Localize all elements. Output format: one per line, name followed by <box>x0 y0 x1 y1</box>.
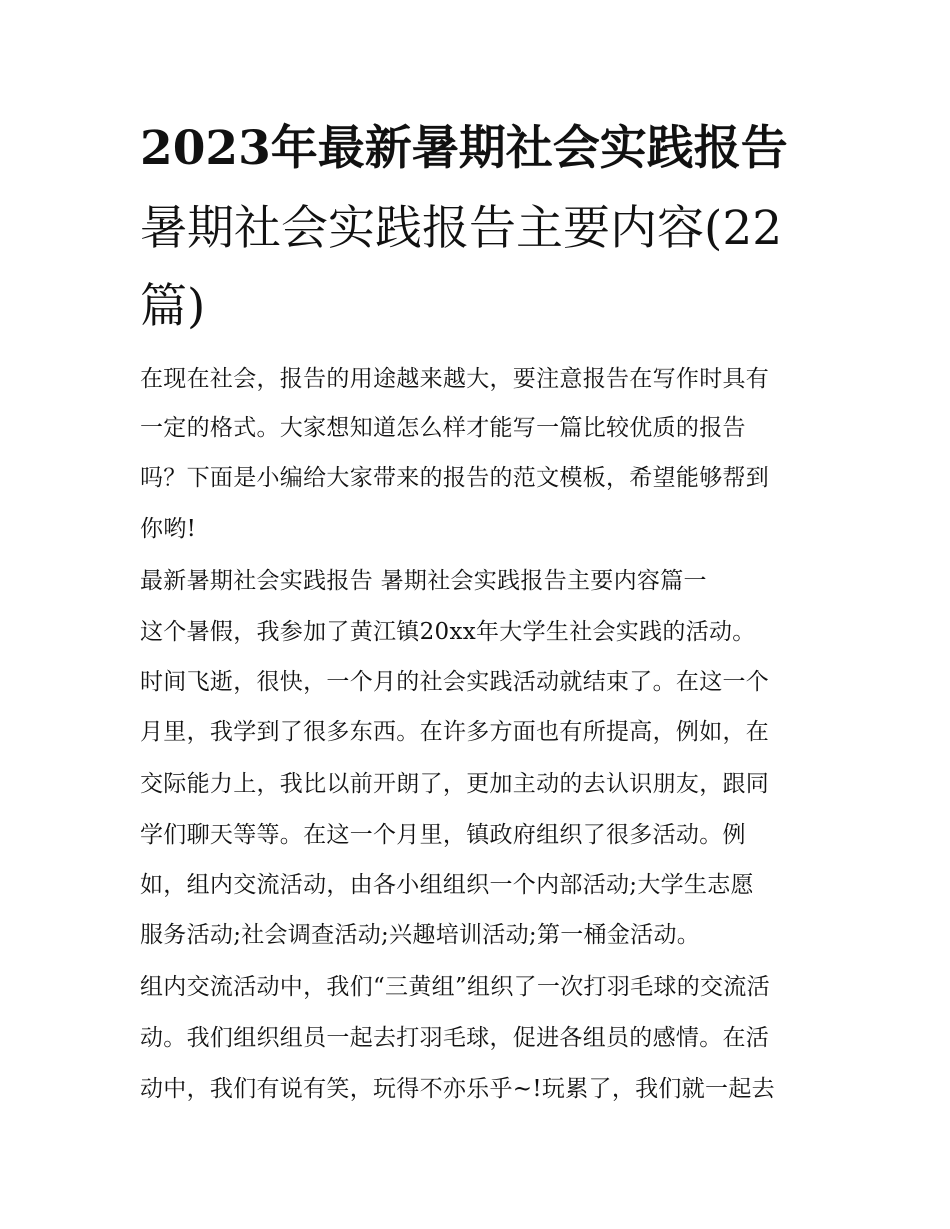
body-line: 你哟! <box>140 516 197 542</box>
body-line: 如，组内交流活动，由各小组组织一个内部活动;大学生志愿 <box>140 872 754 898</box>
title-line-3: 篇) <box>140 279 206 334</box>
title-line-2: 暑期社会实践报告主要内容(22 <box>140 201 783 256</box>
body-line: 一定的格式。大家想知道怎么样才能写一篇比较优质的报告 <box>140 415 746 441</box>
body-line: 时间飞逝，很快，一个月的社会实践活动就结束了。在这一个 <box>140 669 770 695</box>
body-line: 学们聊天等等。在这一个月里，镇政府组织了很多活动。例 <box>140 822 746 848</box>
title-line-1: 2023年最新暑期社会实践报告 <box>140 121 788 176</box>
body-line: 吗？下面是小编给大家带来的报告的范文模板，希望能够帮到 <box>140 465 770 491</box>
body-line: 动。我们组织组员一起去打羽毛球，促进各组员的感情。在活 <box>140 1025 770 1051</box>
section-heading: 最新暑期社会实践报告 暑期社会实践报告主要内容篇一 <box>140 568 707 594</box>
body-line: 月里，我学到了很多东西。在许多方面也有所提高，例如，在 <box>140 719 770 745</box>
body-line: 在现在社会，报告的用途越来越大，要注意报告在写作时具有 <box>140 366 770 392</box>
body-line: 服务活动;社会调查活动;兴趣培训活动;第一桶金活动。 <box>140 922 701 948</box>
body-line: 交际能力上，我比以前开朗了，更加主动的去认识朋友，跟同 <box>140 771 770 797</box>
body-line: 这个暑假，我参加了黄江镇20xx年大学生社会实践的活动。 <box>140 619 756 645</box>
body-line: 组内交流活动中，我们“三黄组”组织了一次打羽毛球的交流活 <box>140 974 770 1000</box>
body-line: 动中，我们有说有笑，玩得不亦乐乎~!玩累了，我们就一起去 <box>140 1076 775 1102</box>
